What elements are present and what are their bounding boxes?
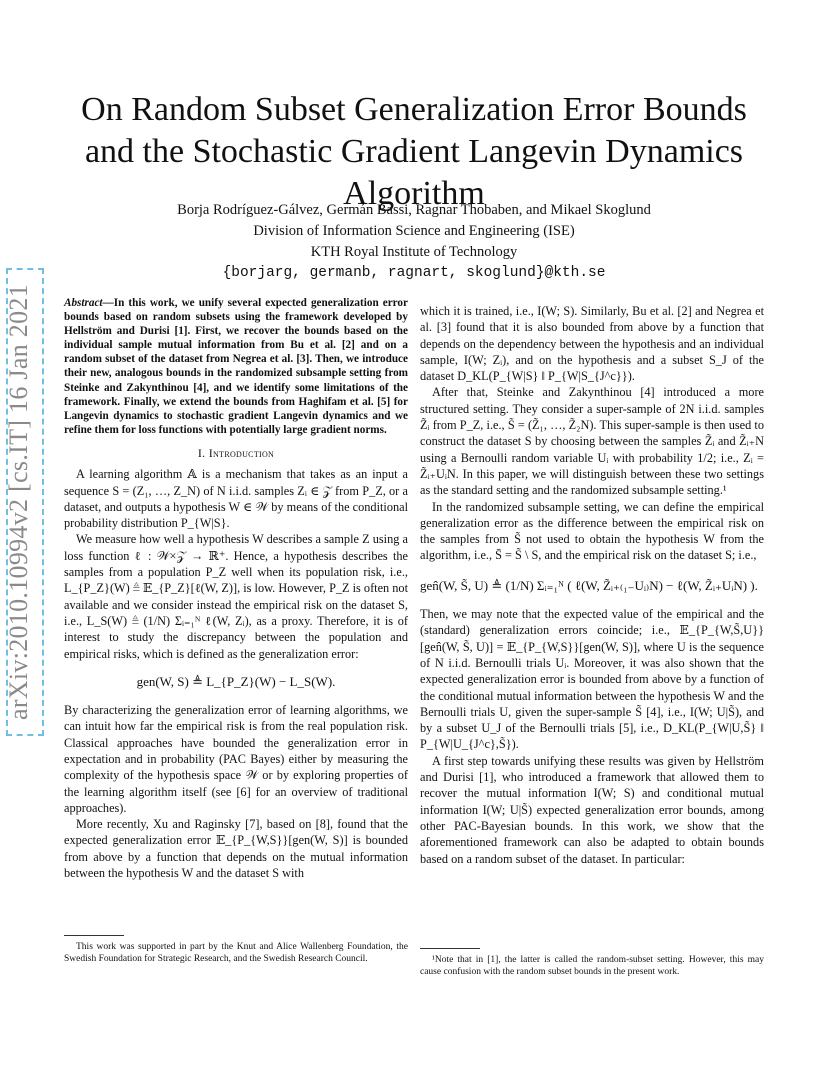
footnote-1 — [420, 948, 764, 978]
right-paragraph-4: Then, we may note that the expected value of the empirical and the (standard) generalization errors coincide; i.e., 𝔼_{P_{W,S̃,U}}[gen̂(W, S̃, U)] = 𝔼_{P_{W,S}}[gen(W, S)], where U is the sequence of N i.i.d. Bernoulli trials Uᵢ. Moreover, it was also shown that the expected generalization error is bounded from above by a function of the conditional mutual information between the hypothesis W and the Bernoulli trials U, given the super-sample S̃ [4], i.e., I(W; U|S̃), and by a subset U_J of the Bernoulli trials [5], i.e., D_KL(P_{W|U,S̃} ‖ P_{W|U_{J^c},S̃}). — [420, 607, 764, 752]
intro-paragraph-2: We measure how well a hypothesis W describes a sample Z using a loss function ℓ : 𝒲×𝒵 → ℝ⁺. Hence, a hypothesis describes the samples from a population P_Z well when its population risk, i.e., L_{P_Z}(W) ≜ 𝔼_{P_Z}[ℓ(W, Z)], is low. However, P_Z is often not available and we consider instead the empirical risk on the dataset S, i.e., L_S(W) ≜ (1/N) Σᵢ₌₁ᴺ ℓ(W, Zᵢ), as a proxy. Therefore, it is of interest to study the discrepancy between the population and empirical risks, which is defined as the generalization error: — [64, 532, 408, 661]
footnote-rule — [420, 948, 480, 949]
author-division: Division of Information Science and Engineering (ISE) — [253, 223, 575, 239]
author-email[interactable]: {borjarg, germanb, ragnart, skoglund}@kth.se — [222, 265, 606, 281]
abstract — [64, 296, 408, 437]
right-paragraph-5: A first step towards unifying these results was given by Hellström and Durisi [1], who introduced a framework that allowed them to recover the mutual information I(W; S) and conditional mutual information I(W; U|S̃) expected generalization error bounds, among other PAC-Bayesian bounds. In this work, we show that the aforementioned framework can also be adapted to obtain bounds based on a random subset of the dataset. In particular: — [420, 753, 764, 866]
section-heading-introduction: I. Introduction — [197, 445, 275, 460]
author-block — [60, 200, 768, 284]
right-paragraph-3: In the randomized subsample setting, we can define the empirical generalization error as the difference between the empirical risk on the samples from S̃ not used to obtain the hypothesis W from the algorithm, i.e., S̄ = S̃ \ S, and the empirical risk on the dataset S; i.e., — [420, 499, 764, 563]
equation-generalization-error: gen(W, S) ≜ L_{P_Z}(W) − L_S(W). — [136, 673, 336, 689]
arxiv-identifier[interactable]: arXiv:2010.10994v2 [cs.IT] 16 Jan 2021 — [4, 284, 33, 720]
author-names: Borja Rodríguez-Gálvez, Germán Bassi, Ragnar Thobaben, and Mikael Skoglund — [177, 202, 651, 218]
author-institute: KTH Royal Institute of Technology — [310, 244, 518, 260]
footnote-1-text: ¹Note that in [1], the latter is called the random-subset setting. However, this may cause confusion with the random subset bounds in the present work. — [420, 955, 764, 977]
intro-paragraph-1: A learning algorithm 𝔸 is a mechanism that takes as an input a sequence S = (Z₁, …, Z_N) of N i.i.d. samples Zᵢ ∈ 𝒵 from P_Z, or a dataset, and outputs a hypothesis W ∈ 𝒲 by means of the conditional probability distribution P_{W|S}. — [64, 467, 408, 531]
intro-paragraph-4: More recently, Xu and Raginsky [7], based on [8], found that the expected generalization error 𝔼_{P_{W,S}}[gen(W, S)] is bounded from above by a function that depends on the mutual information between the hypothesis W and the dataset S with — [64, 817, 408, 881]
left-column — [64, 296, 408, 881]
right-paragraph-2: After that, Steinke and Zakynthinou [4] introduced a more structured setting. They consider a super-sample of 2N i.i.d. samples Z̃ᵢ from P_Z, i.e., S̃ = (Z̃₁, …, Z̃₂N). This super-sample is then used to construct the dataset S by choosing between the samples Z̃ᵢ and Z̃ᵢ₊N using a Bernoulli random variable Uᵢ with probability 1/2; i.e., Zᵢ = Z̃ᵢ₊UᵢN. In this paper, we will distinguish between these two settings as the standard setting and the randomized subsample setting.¹ — [420, 385, 764, 498]
intro-paragraph-3: By characterizing the generalization error of learning algorithms, we can intuit how far the empirical risk is from the real population risk. Classical approaches have bounded the generalization error in expectation and in probability (PAC Bayes) either by measuring the complexity of the hypothesis space 𝒲 or by exploring properties of the learning algorithm itself (see [6] for an overview of traditional approaches). — [64, 703, 408, 815]
funding-footnote-text: This work was supported in part by the Knut and Alice Wallenberg Foundation, the Swedish Foundation for Strategic Research, and the Swedish Research Council. — [64, 942, 408, 964]
equation-empirical-generalization-error: gen̂(W, S̃, U) ≜ (1/N) Σᵢ₌₁ᴺ ( ℓ(W, Z̃ᵢ₊₍₁₋Uᵢ₎N) − ℓ(W, Z̃ᵢ₊UᵢN) ). — [420, 577, 758, 593]
right-paragraph-1: which it is trained, i.e., I(W; S). Similarly, Bu et al. [2] and Negrea et al. [3] found that it is also bounded from above by a function that depends on the dependency between the hypothesis and an individual sample, I(W; Zᵢ), and on the hypothesis and a subset S_J of the dataset D_KL(P_{W|S} ‖ P_{W|S_{J^c}}). — [420, 304, 764, 384]
footnote-rule — [64, 935, 124, 936]
paper-title: On Random Subset Generalization Error Bounds and the Stochastic Gradient Langevin Dynamics Algorithm — [81, 90, 747, 212]
abstract-label: Abstract — [64, 297, 103, 309]
right-column — [420, 303, 764, 867]
funding-footnote — [64, 935, 408, 965]
abstract-text: —In this work, we unify several expected generalization error bounds based on random subsets using the framework developed by Hellström and Durisi [1]. First, we recover the bounds based on the individual sample mutual information from Bu et al. [2] and on a random subset of the dataset from Negrea et al. [3]. Then, we introduce their new, analogous bounds in the randomized subsample setting from Steinke and Zakynthinou [4], and we identify some limitations of the framework. Finally, we extend the bounds from Haghifam et al. [5] for Langevin dynamics to stochastic gradient Langevin dynamics and we refine them for loss functions with potentially large gradient norms. — [64, 297, 408, 436]
